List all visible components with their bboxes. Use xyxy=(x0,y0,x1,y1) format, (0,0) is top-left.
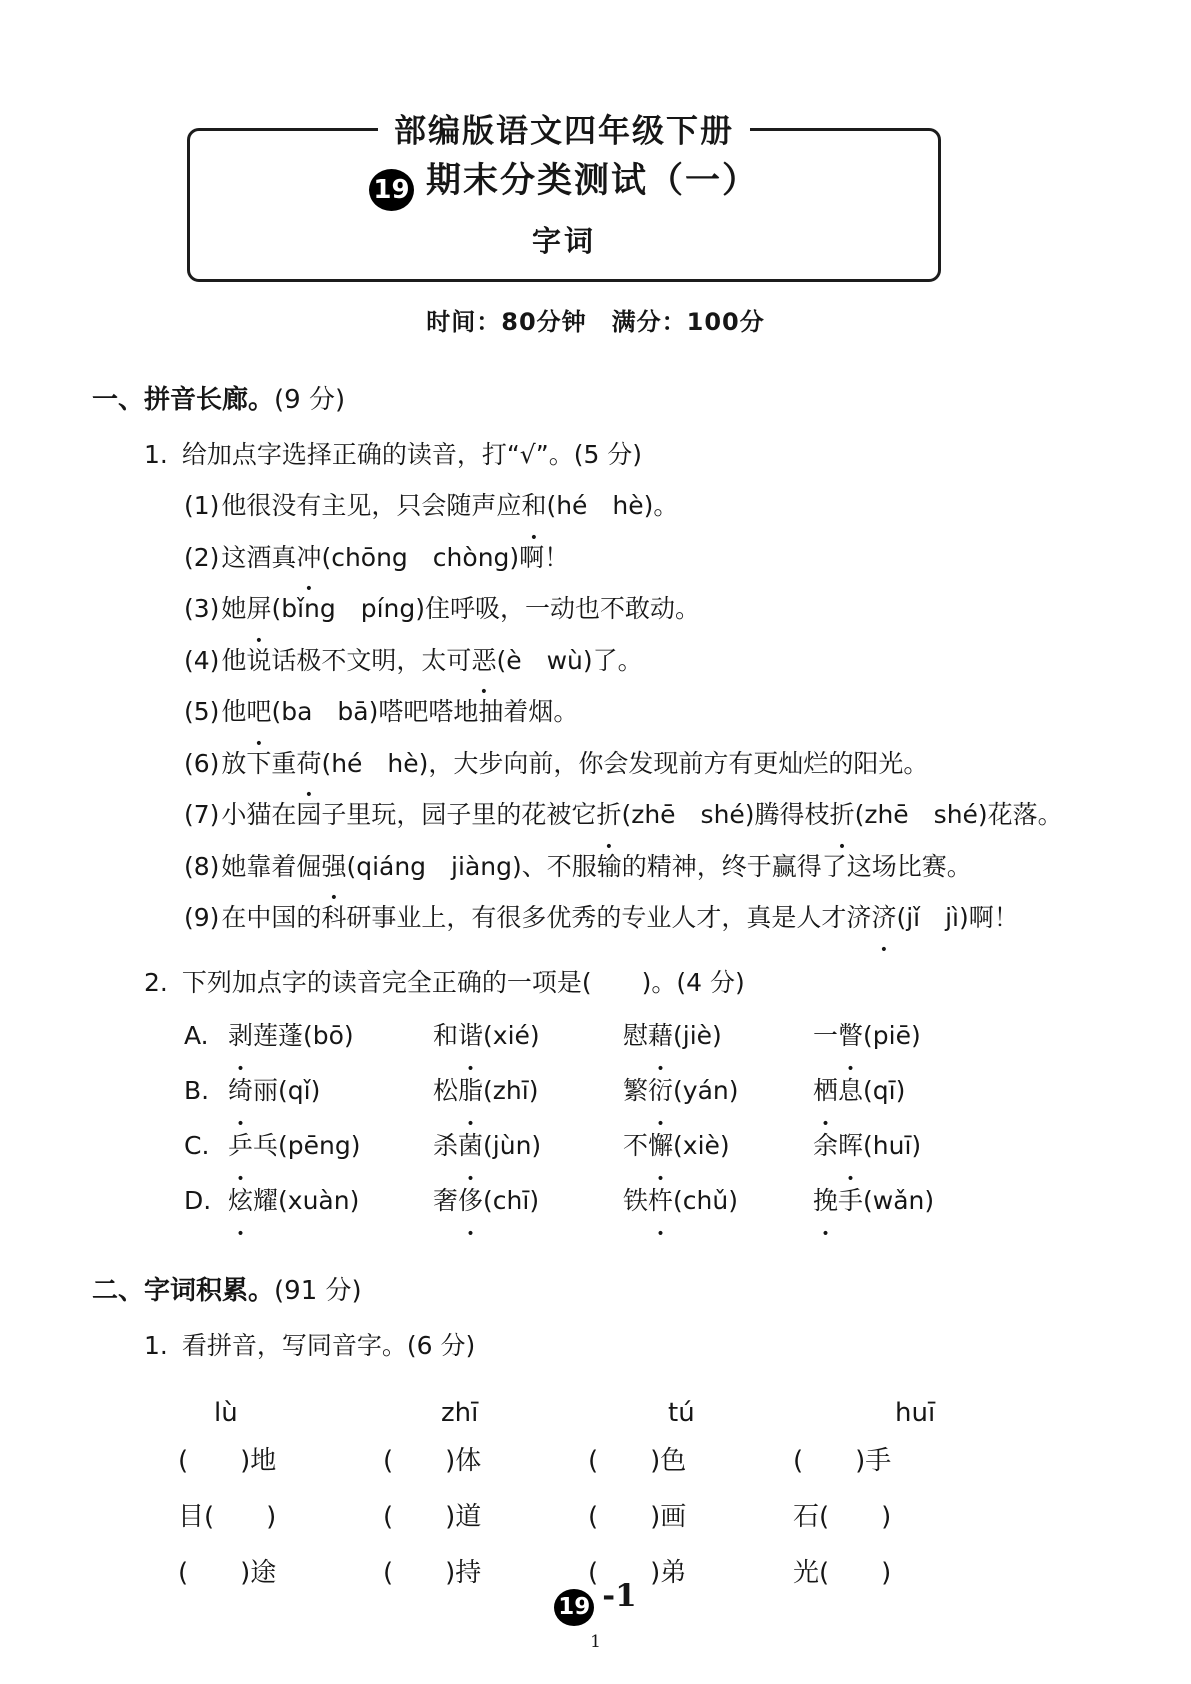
option-label: A. xyxy=(184,1020,209,1050)
text-segment: 他 xyxy=(221,697,247,726)
item-number: (4) xyxy=(184,645,220,675)
time-score-line: 时间：80分钟 满分：100分 xyxy=(426,308,765,336)
option-word xyxy=(623,1118,813,1173)
option-word xyxy=(228,1118,433,1173)
option-word xyxy=(623,1008,813,1063)
text-segment: 她靠着倔 xyxy=(221,851,322,881)
text-segment: 放下重 xyxy=(221,748,297,778)
text-segment: (chǔ) xyxy=(673,1185,738,1215)
blank-grid-row xyxy=(178,1489,1131,1545)
option-word xyxy=(433,1063,623,1118)
text-segment: 松 xyxy=(433,1075,459,1105)
test-title-row xyxy=(190,153,938,211)
dotted-character: 济 xyxy=(871,903,897,932)
text-segment: 手(wǎn) xyxy=(838,1185,935,1215)
pinyin-choice-item xyxy=(184,532,1131,584)
section2-question-1-number: 1. xyxy=(144,1330,168,1360)
text-segment: (chī) xyxy=(483,1185,540,1215)
pinyin-label: zhī xyxy=(441,1397,479,1428)
dotted-character: 恶 xyxy=(471,645,497,675)
option-word xyxy=(228,1008,433,1063)
section1-title xyxy=(92,379,1131,416)
text-segment: 小猫在园子里玩，园子里的花被它 xyxy=(221,800,597,829)
test-subtitle: 字词 xyxy=(531,224,596,258)
dotted-character: 衍 xyxy=(648,1075,674,1105)
blank-fill-cell: 光( ) xyxy=(793,1557,892,1588)
choice-option-row xyxy=(184,1173,1131,1228)
blank-fill-cell: ( )持 xyxy=(383,1557,482,1588)
dotted-character: 折 xyxy=(829,800,855,829)
pinyin-header-row xyxy=(192,1393,1131,1433)
question-1-points: (5 分) xyxy=(573,440,643,469)
text-segment: (yán) xyxy=(673,1075,739,1105)
blank-fill-cell: ( )手 xyxy=(793,1445,892,1476)
text-segment: (xié) xyxy=(483,1020,540,1050)
text-segment: (qiáng jiàng)、不服输的精神，终于赢得了这场比赛。 xyxy=(346,851,972,881)
blank-fill-cell: ( )色 xyxy=(588,1445,687,1476)
blank-grid-row xyxy=(178,1433,1131,1489)
dotted-character: 脂 xyxy=(458,1075,484,1105)
pinyin-choice-item xyxy=(184,892,1131,944)
text-segment: 余 xyxy=(813,1130,839,1160)
pinyin-choice-item xyxy=(184,583,1131,635)
section2-points: (91 分) xyxy=(274,1275,362,1306)
page-footer xyxy=(0,1578,1191,1626)
item-number: (2) xyxy=(184,542,220,572)
dotted-character: 炫 xyxy=(228,1185,254,1215)
text-segment: (chōng chòng)啊！ xyxy=(321,542,570,572)
item-number: (3) xyxy=(184,594,220,623)
dotted-character: 荷 xyxy=(296,748,322,778)
option-word xyxy=(813,1063,905,1118)
text-segment: 他说话极不文明，太可 xyxy=(221,645,472,675)
question-1-items xyxy=(92,480,1131,944)
dotted-character: 剥 xyxy=(228,1020,254,1050)
option-label: C. xyxy=(184,1130,210,1160)
text-segment: 一 xyxy=(813,1020,839,1050)
pinyin-choice-item xyxy=(184,686,1131,738)
question-1-stem xyxy=(144,430,1131,480)
text-segment: 在中国的科研事业上，有很多优秀的专业人才，真是人才济 xyxy=(221,903,872,932)
option-word xyxy=(623,1063,813,1118)
option-word xyxy=(433,1173,623,1228)
text-segment: (xiè) xyxy=(673,1130,730,1160)
option-word xyxy=(623,1173,813,1228)
option-word xyxy=(228,1063,433,1118)
page-number: 1 xyxy=(590,1632,601,1652)
text-segment: (jùn) xyxy=(483,1130,542,1160)
dotted-character: 冲 xyxy=(296,542,322,572)
item-number: (5) xyxy=(184,697,220,726)
footer-page-label: -1 xyxy=(602,1578,637,1614)
text-segment: 奢 xyxy=(433,1185,459,1215)
section2-title xyxy=(92,1270,1131,1307)
section2-question-1-stem xyxy=(144,1321,1131,1371)
blank-fill-cell: 目( ) xyxy=(178,1501,277,1532)
dotted-character: 折 xyxy=(596,800,622,829)
question-2-stem xyxy=(144,958,1131,1008)
blank-fill-cell: ( )途 xyxy=(178,1557,277,1588)
footer-lesson-badge: 19 xyxy=(554,1589,594,1626)
text-segment: 和 xyxy=(433,1020,459,1050)
text-segment: (piē) xyxy=(863,1020,921,1050)
dotted-character: 乒 xyxy=(228,1130,254,1160)
lesson-number-badge: 19 xyxy=(369,169,414,211)
question-2-number: 2. xyxy=(144,967,168,997)
text-segment: (jǐ jì)啊！ xyxy=(896,903,1019,932)
blank-fill-cell: ( )弟 xyxy=(588,1557,687,1588)
text-segment: 这酒真 xyxy=(221,542,297,572)
blank-fill-cell: ( )体 xyxy=(383,1445,482,1476)
choice-option-row xyxy=(184,1063,1131,1118)
option-word xyxy=(433,1008,623,1063)
text-segment: (è wù)了。 xyxy=(496,645,643,675)
item-number: (6) xyxy=(184,748,220,778)
option-word xyxy=(228,1173,433,1228)
text-segment: (zhē shé)腾得枝 xyxy=(621,800,830,829)
question-1-text: 给加点字选择正确的读音，打“√”。 xyxy=(181,440,574,469)
dotted-character: 屏 xyxy=(246,594,272,623)
option-word xyxy=(813,1008,921,1063)
text-segment: (bǐng píng)住呼吸，一动也不敢动。 xyxy=(271,594,701,623)
section2-question-1-text: 看拼音，写同音字。 xyxy=(181,1330,407,1360)
homophone-blank-grid xyxy=(92,1433,1131,1601)
text-segment: 息(qī) xyxy=(838,1075,906,1105)
text-segment: 他很没有主见，只会随声应 xyxy=(221,491,522,520)
text-segment: 慰 xyxy=(623,1020,649,1050)
dotted-character: 晖 xyxy=(838,1130,864,1160)
pinyin-choice-item xyxy=(184,738,1131,790)
blank-fill-cell: 石( ) xyxy=(793,1501,892,1532)
text-segment: (hé hè)，大步向前，你会发现前方有更灿烂的阳光。 xyxy=(321,748,929,778)
text-segment: 不 xyxy=(623,1130,649,1160)
text-segment: 耀(xuàn) xyxy=(253,1185,360,1215)
dotted-character: 强 xyxy=(321,851,347,881)
item-number: (7) xyxy=(184,800,220,829)
dotted-character: 吧 xyxy=(246,697,272,726)
dotted-character: 和 xyxy=(521,491,547,520)
dotted-character: 栖 xyxy=(813,1075,839,1105)
test-title: 期末分类测试（一） xyxy=(425,161,759,201)
item-number: (8) xyxy=(184,851,220,881)
section2-title-text: 二、字词积累。 xyxy=(92,1275,275,1306)
series-title: 部编版语文四年级下册 xyxy=(378,106,750,152)
dotted-character: 谐 xyxy=(458,1020,484,1050)
dotted-character: 菌 xyxy=(458,1130,484,1160)
option-label: D. xyxy=(184,1185,212,1215)
text-segment: (zhē shé)花落。 xyxy=(854,800,1063,829)
section1-title-text: 一、拼音长廊。 xyxy=(92,385,275,415)
section2-question-1-points: (6 分) xyxy=(406,1330,476,1360)
item-number: (1) xyxy=(184,491,220,520)
item-number: (9) xyxy=(184,903,220,932)
text-segment: 杀 xyxy=(433,1130,459,1160)
dotted-character: 懈 xyxy=(648,1130,674,1160)
question-2-text: 下列加点字的读音完全正确的一项是( )。 xyxy=(181,967,677,997)
text-segment: (hé hè)。 xyxy=(546,491,679,520)
title-box xyxy=(187,111,941,282)
text-segment: 繁 xyxy=(623,1075,649,1105)
text-segment: 铁 xyxy=(623,1185,649,1215)
pinyin-choice-item xyxy=(184,635,1131,687)
choice-option-row xyxy=(184,1008,1131,1063)
choice-option-row xyxy=(184,1118,1131,1173)
dotted-character: 瞥 xyxy=(838,1020,864,1050)
pinyin-choice-item xyxy=(184,789,1131,841)
pinyin-label: huī xyxy=(895,1397,936,1428)
option-word xyxy=(433,1118,623,1173)
text-segment: 莲蓬(bō) xyxy=(253,1020,354,1050)
dotted-character: 绮 xyxy=(228,1075,254,1105)
question-1-number: 1. xyxy=(144,440,168,469)
blank-fill-cell: ( )地 xyxy=(178,1445,277,1476)
text-segment: (ba bā)嗒吧嗒地抽着烟。 xyxy=(271,697,579,726)
option-word xyxy=(813,1173,934,1228)
text-segment: 她 xyxy=(221,594,247,623)
dotted-character: 侈 xyxy=(458,1185,484,1215)
question-2-options xyxy=(92,1008,1131,1228)
question-2-points: (4 分) xyxy=(676,967,745,997)
section1-points: (9 分) xyxy=(274,385,346,415)
blank-fill-cell: ( )画 xyxy=(588,1501,687,1532)
dotted-character: 挽 xyxy=(813,1185,839,1215)
option-label: B. xyxy=(184,1075,210,1105)
main-content xyxy=(0,379,1191,1601)
pinyin-label: tú xyxy=(668,1397,695,1428)
dotted-character: 杵 xyxy=(648,1185,674,1215)
blank-fill-cell: ( )道 xyxy=(383,1501,482,1532)
text-segment: 乓(pēng) xyxy=(253,1130,361,1160)
pinyin-choice-item xyxy=(184,480,1131,532)
text-segment: (jiè) xyxy=(673,1020,722,1050)
text-segment: (zhī) xyxy=(483,1075,539,1105)
text-segment: 丽(qǐ) xyxy=(253,1075,321,1105)
pinyin-choice-item xyxy=(184,841,1131,893)
dotted-character: 藉 xyxy=(648,1020,674,1050)
pinyin-label: lù xyxy=(214,1397,238,1428)
text-segment: (huī) xyxy=(863,1130,922,1160)
